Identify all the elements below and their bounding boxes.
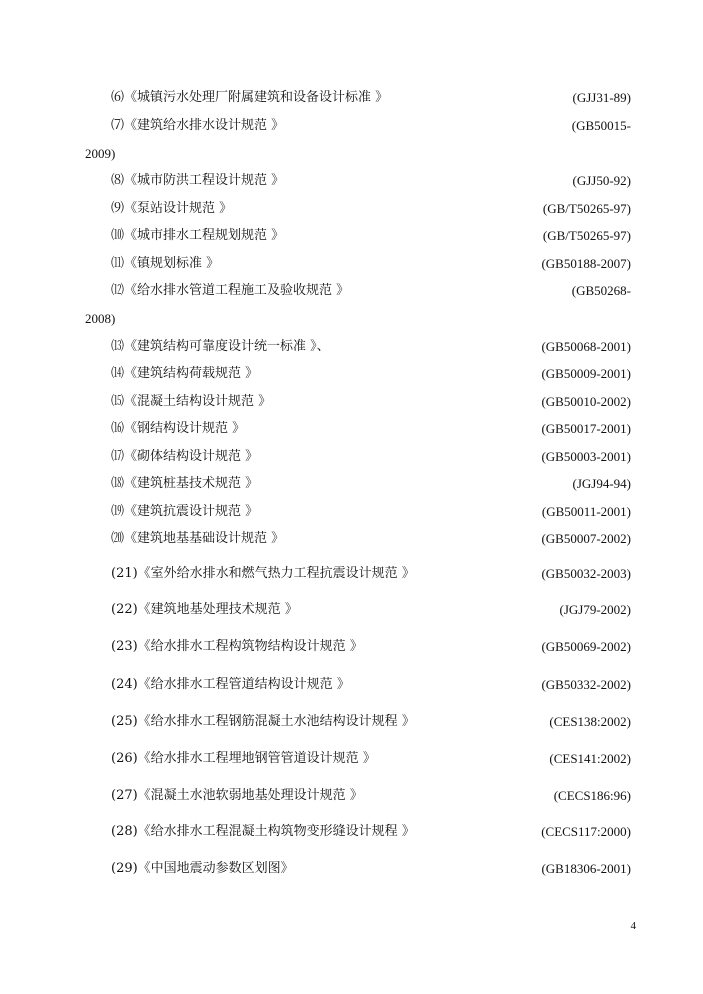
standard-code: (CECS186:96)	[553, 788, 631, 803]
standard-code: (CES141:2002)	[549, 751, 631, 766]
standard-title: (25)《给水排水工程钢筋混凝土水池结构设计规程 》	[111, 714, 415, 729]
standard-code: (GB50268-	[571, 283, 631, 298]
standard-title: ⑽《城市排水工程规划规范 》	[111, 228, 285, 243]
standard-item	[111, 392, 631, 412]
standard-title: (29)《中国地震动参数区划图》	[111, 861, 294, 876]
standard-code: (CES138:2002)	[549, 714, 631, 729]
standard-code-continuation: 2008)	[85, 311, 116, 326]
standard-title: ⑻《城市防洪工程设计规范 》	[111, 173, 285, 188]
standard-item	[111, 281, 631, 301]
standard-code: (GB50188-2007)	[541, 256, 631, 271]
standard-code: (GB/T50265-97)	[542, 201, 631, 216]
standard-title: ⑹《城镇污水处理厂附属建筑和设备设计标准 》	[111, 90, 389, 105]
standard-code: (GB50011-2001)	[541, 504, 631, 519]
standard-item	[111, 600, 631, 620]
standard-item	[111, 337, 631, 357]
standard-code: (GB50017-2001)	[541, 421, 631, 436]
standard-title: ⑼《泵站设计规范 》	[111, 201, 233, 216]
standard-title: ⑺《建筑给水排水设计规范 》	[111, 118, 285, 133]
standard-code: (GJJ50-92)	[572, 173, 631, 188]
standard-item	[111, 116, 631, 136]
standard-item	[111, 564, 631, 584]
standard-item	[111, 226, 631, 246]
standard-code: (GB/T50265-97)	[542, 228, 631, 243]
standard-item	[111, 447, 631, 467]
standard-title: ⑿《给水排水管道工程施工及验收规范 》	[111, 283, 350, 298]
standard-title: (24)《给水排水工程管道结构设计规范 》	[111, 677, 350, 692]
standard-title: ⒁《建筑结构荷载规范 》	[111, 366, 259, 381]
standard-title: ⑾《镇规划标准 》	[111, 256, 220, 271]
standard-item	[111, 786, 631, 806]
standard-code: (GB50068-2001)	[541, 339, 631, 354]
standard-code-continuation: 2009)	[85, 146, 116, 161]
standard-title: ⒇《建筑地基基础设计规范 》	[111, 531, 285, 546]
standard-code: (GB50032-2003)	[541, 566, 631, 581]
standard-item	[111, 474, 631, 494]
standard-item	[111, 419, 631, 439]
standard-title: ⒀《建筑结构可靠度设计统一标准 》、	[111, 339, 330, 354]
standard-code: (JGJ79-2002)	[559, 602, 631, 617]
standard-code: (GB50015-	[571, 118, 631, 133]
standard-title: (21)《室外给水排水和燃气热力工程抗震设计规范 》	[111, 566, 415, 581]
standard-item	[111, 749, 631, 769]
standard-title: ⒃《钢结构设计规范 》	[111, 421, 246, 436]
standard-item	[111, 529, 631, 549]
standard-item	[111, 199, 631, 219]
standard-title: (22)《建筑地基处理技术规范 》	[111, 602, 298, 617]
standard-code: (CECS117:2000)	[541, 824, 631, 839]
standard-item	[111, 859, 631, 879]
standard-code: (GB50010-2002)	[541, 394, 631, 409]
standard-title: ⒅《建筑桩基技术规范 》	[111, 476, 259, 491]
standard-title: (27)《混凝土水池软弱地基处理设计规范 》	[111, 788, 363, 803]
standard-item	[111, 502, 631, 522]
standard-code: (GB18306-2001)	[541, 861, 631, 876]
standard-code: (GB50009-2001)	[541, 366, 631, 381]
standard-item	[111, 675, 631, 695]
standard-code: (GB50007-2002)	[541, 531, 631, 546]
standard-item	[111, 171, 631, 191]
standard-item	[111, 364, 631, 384]
standard-code: (GB50069-2002)	[541, 639, 631, 654]
standard-code: (JGJ94-94)	[572, 476, 631, 491]
standard-item	[111, 88, 631, 108]
standard-item	[111, 822, 631, 842]
standard-item	[111, 637, 631, 657]
standard-title: (28)《给水排水工程混凝土构筑物变形缝设计规程 》	[111, 824, 415, 839]
standard-title: ⒄《砌体结构设计规范 》	[111, 449, 259, 464]
page-number: 4	[630, 920, 636, 932]
standard-title: ⒂《混凝土结构设计规范 》	[111, 394, 272, 409]
standard-item	[111, 254, 631, 274]
standard-title: ⒆《建筑抗震设计规范 》	[111, 504, 259, 519]
standard-title: (26)《给水排水工程埋地钢管管道设计规范 》	[111, 751, 376, 766]
standard-code: (GJJ31-89)	[572, 90, 631, 105]
standard-title: (23)《给水排水工程构筑物结构设计规范 》	[111, 639, 363, 654]
standard-code: (GB50003-2001)	[541, 449, 631, 464]
standard-code: (GB50332-2002)	[541, 677, 631, 692]
standard-item	[111, 712, 631, 732]
